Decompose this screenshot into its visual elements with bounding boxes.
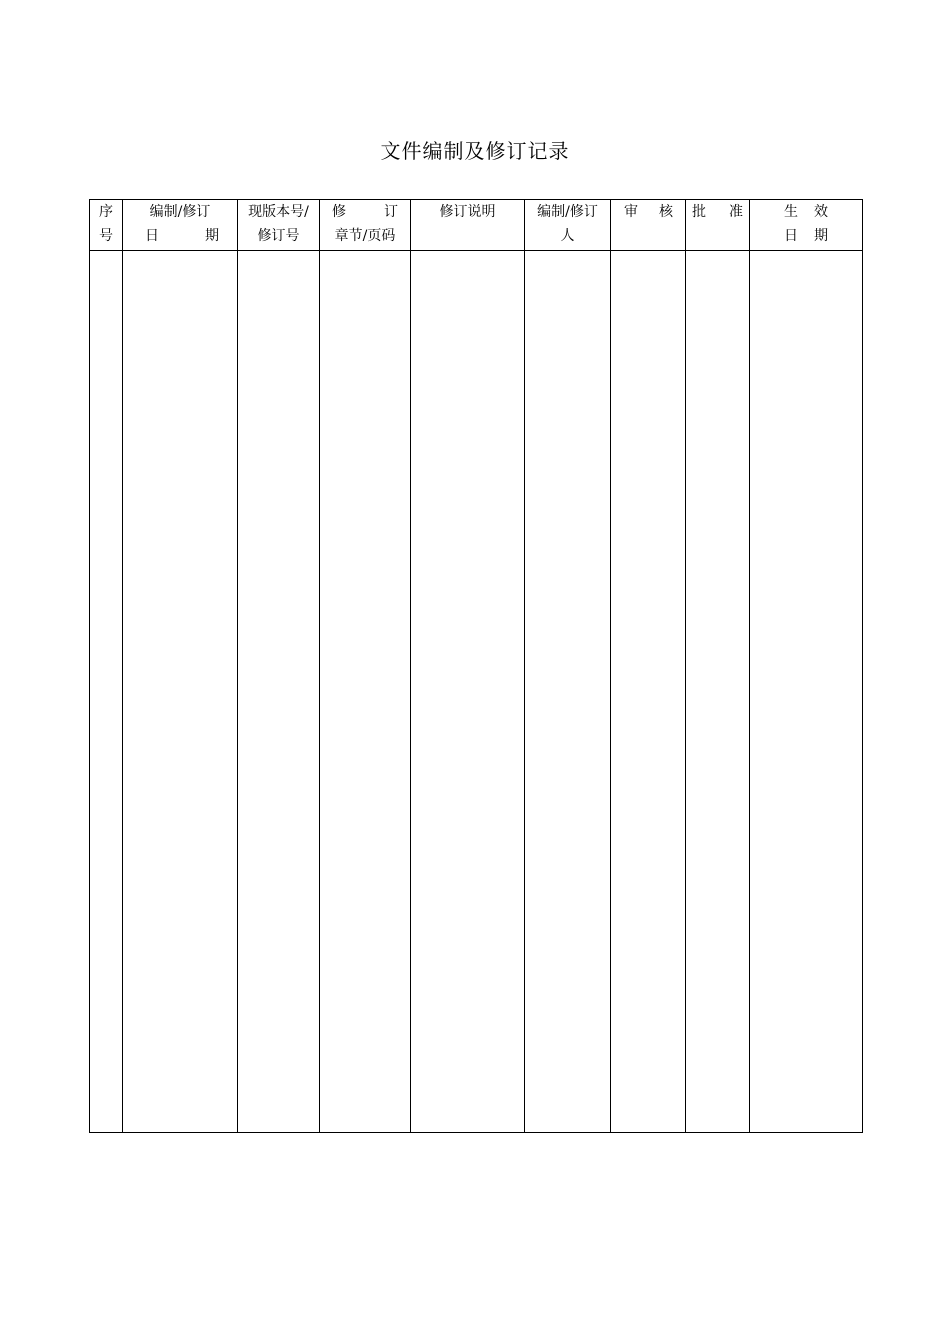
header-line: 编制/修订 xyxy=(149,204,211,220)
table-row xyxy=(90,251,863,1133)
header-line: 章节/页码 xyxy=(334,228,396,244)
table-cell-revised-by[interactable] xyxy=(525,251,611,1133)
table-cell-version-number[interactable] xyxy=(238,251,320,1133)
header-line: 审 核 xyxy=(624,204,673,220)
header-approved xyxy=(686,200,750,251)
header-revision-description xyxy=(411,200,525,251)
header-reviewed xyxy=(611,200,686,251)
page-title: 文件编制及修订记录 xyxy=(380,139,570,163)
table-cell-revised-section-page[interactable] xyxy=(320,251,411,1133)
table-cell-revision-date[interactable] xyxy=(123,251,238,1133)
header-serial-number xyxy=(90,200,123,251)
table-header-row xyxy=(90,200,863,251)
header-line: 编制/修订 xyxy=(537,204,598,220)
header-line: 修订说明 xyxy=(439,204,496,220)
header-line: 修订号 xyxy=(257,228,300,244)
header-line: 修 订 xyxy=(332,204,398,220)
header-revision-date xyxy=(123,200,238,251)
header-line: 序 xyxy=(99,204,113,220)
table-cell-approved[interactable] xyxy=(686,251,750,1133)
revision-record-table xyxy=(89,199,863,1133)
header-line: 现版本号/ xyxy=(248,204,309,220)
table-cell-effective-date[interactable] xyxy=(750,251,863,1133)
header-line: 号 xyxy=(99,228,113,244)
header-line: 人 xyxy=(560,228,575,244)
header-line: 生 效 xyxy=(784,204,828,220)
header-revised-section-page xyxy=(320,200,411,251)
header-line: 批 准 xyxy=(692,204,743,220)
table-cell-reviewed[interactable] xyxy=(611,251,686,1133)
header-revised-by xyxy=(525,200,611,251)
header-version-number xyxy=(238,200,320,251)
header-line: 日 期 xyxy=(784,228,828,244)
header-line: 日 期 xyxy=(145,228,219,244)
table-cell-serial-number[interactable] xyxy=(90,251,123,1133)
table-cell-revision-description[interactable] xyxy=(411,251,525,1133)
header-effective-date xyxy=(750,200,863,251)
